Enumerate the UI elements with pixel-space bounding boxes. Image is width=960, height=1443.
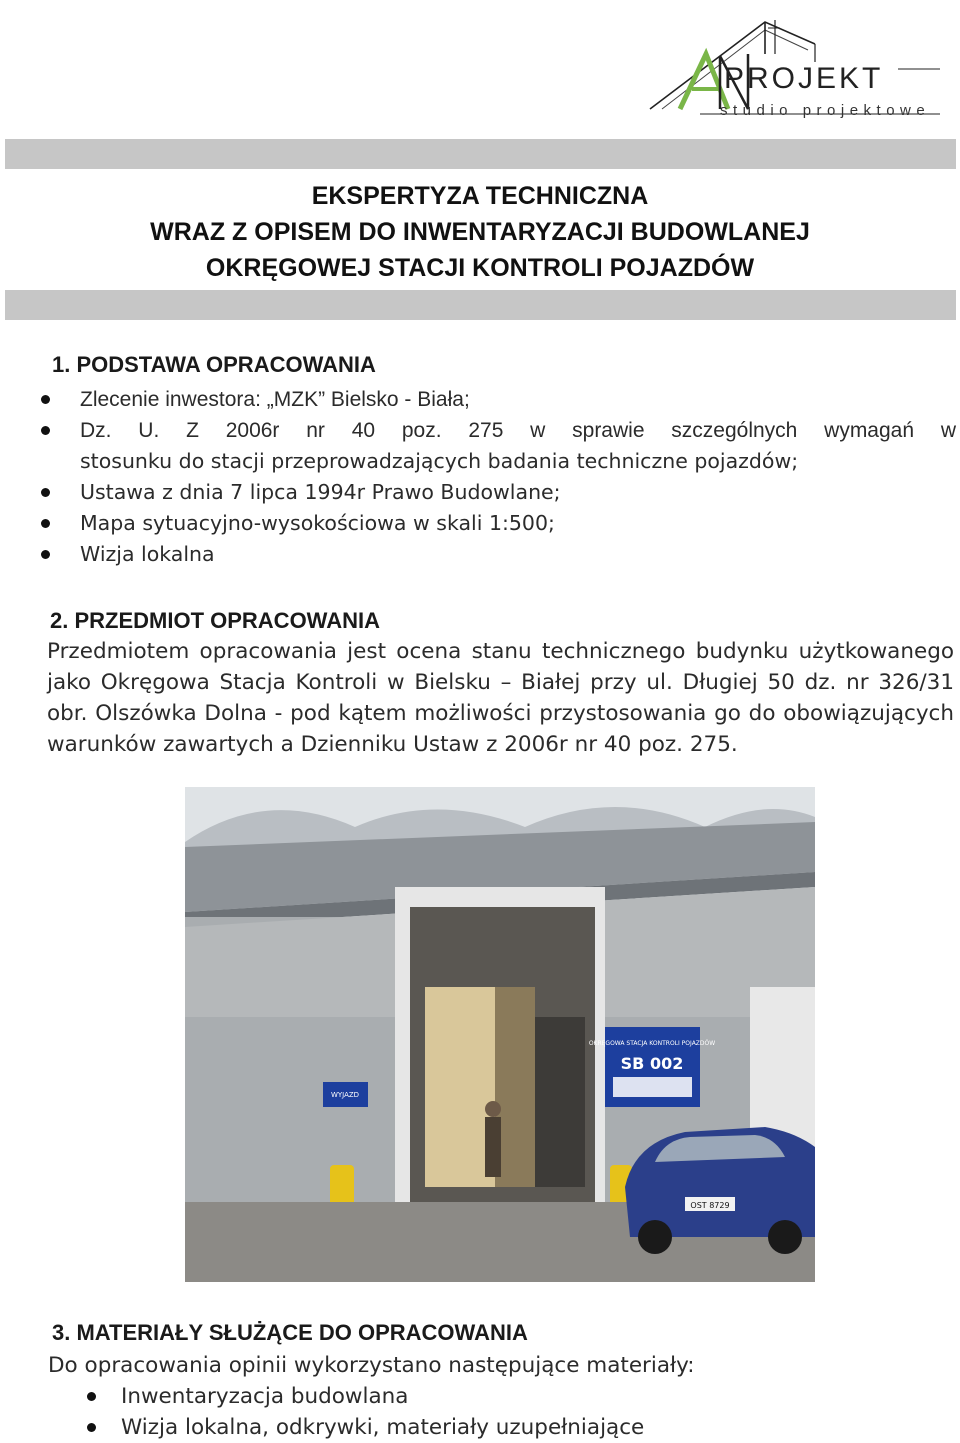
list-item: Ustawa z dnia 7 lipca 1994r Prawo Budowlane; (0, 477, 958, 508)
section-3-intro: Do opracowania opinii wykorzystano następujące materiały: (48, 1353, 695, 1378)
title-line-2: WRAZ Z OPISEM DO INWENTARYZACJI BUDOWLANEJ (150, 218, 810, 246)
bottom-divider-bar (5, 290, 956, 320)
exit-sign-text: WYJAZD (330, 1091, 360, 1099)
section-1-list (0, 384, 958, 570)
section-3-list (0, 1381, 644, 1443)
list-item: Wizja lokalna (0, 539, 958, 570)
list-item: Mapa sytuacyjno-wysokościowa w skali 1:500; (0, 508, 958, 539)
top-divider-bar (5, 139, 956, 169)
list-item: Zlecenie inwestora: „MZK” Bielsko - Biała; (0, 384, 958, 415)
title-line-1: EKSPERTYZA TECHNICZNA (311, 182, 649, 210)
list-item: Wizja lokalna, odkrywki, materiały uzupełniające (0, 1412, 644, 1443)
logo-tagline-text: studio projektowe (720, 102, 931, 119)
list-item-line: Dz. U. Z 2006r nr 40 poz. 275 w sprawie szczególnych wymagań w (80, 419, 956, 442)
company-logo (640, 14, 945, 124)
station-photo (185, 787, 815, 1282)
station-photo-image (185, 787, 815, 1282)
list-item (0, 415, 958, 477)
car-plate-text: OST 8729 (690, 1201, 730, 1210)
section-2-paragraph: Przedmiotem opracowania jest ocena stanu technicznego budynku użytkowanego jako Okręgowa Stacja Kontroli w Bielsku – Białej przy ul. Długiej 50 dz. nr 326/31 obr. Olszówka Dolna - pod kątem możliwości przystosowania go do obowiązujących warunków zawartych a Dzienniku Ustaw z 2006r nr 40 poz. 275. (47, 639, 954, 757)
sign-title-text: SB 002 (620, 1054, 684, 1073)
document-title (0, 178, 960, 286)
list-item: Inwentaryzacja budowlana (0, 1381, 644, 1412)
section-3-heading: 3. MATERIAŁY SŁUŻĄCE DO OPRACOWANIA (52, 1320, 528, 1345)
sign-top-text: OKRĘGOWA STACJA KONTROLI POJAZDÓW (588, 1040, 716, 1047)
title-line-3: OKRĘGOWEJ STACJI KONTROLI POJAZDÓW (205, 254, 755, 282)
list-item-line: stosunku do stacji przeprowadzających badania techniczne pojazdów; (80, 449, 799, 473)
section-1-heading: 1. PODSTAWA OPRACOWANIA (52, 352, 376, 377)
logo-brand-text: PROJEKT (724, 62, 884, 95)
section-2-heading: 2. PRZEDMIOT OPRACOWANIA (50, 608, 381, 633)
